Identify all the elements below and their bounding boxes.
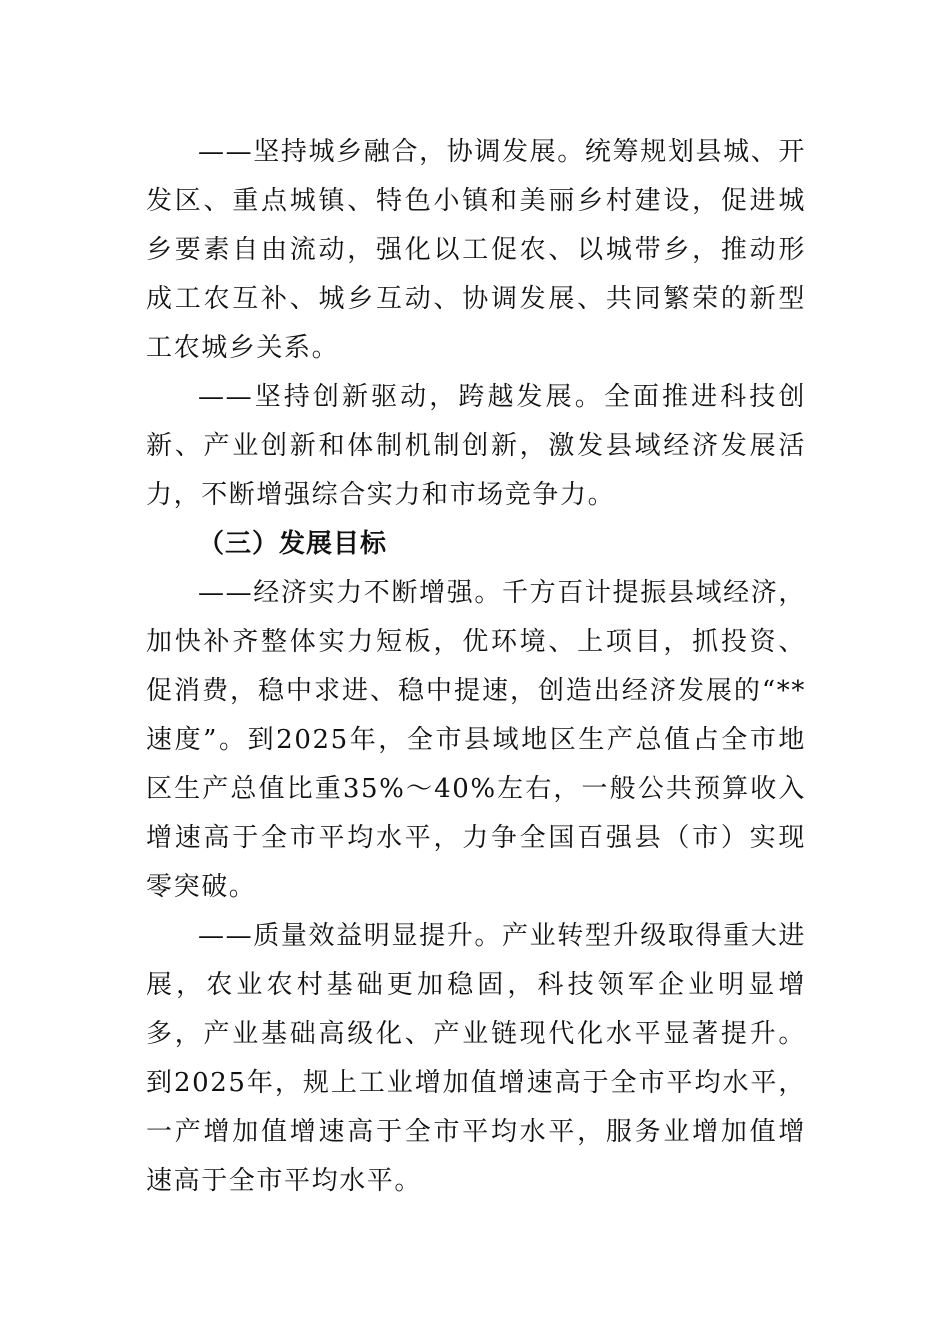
section-heading-development-goals: （三）发展目标	[198, 529, 388, 559]
paragraph-economic-strength: ——经济实力不断增强。千方百计提振县域经济，加快补齐整体实力短板，优环境、上项目，抓投资、促消费，稳中求进、稳中提速，创造出经济发展的“**速度”。到2025年，全市县域地区生产总值占全市地区生产总值比重35%～40%左右，一般公共预算收入增速高于全市平均水平，力争全国百强县（市）实现零突破。	[146, 578, 806, 902]
paragraph-urban-rural-integration: ——坚持城乡融合，协调发展。统筹规划县城、开发区、重点城镇、特色小镇和美丽乡村建设，促进城乡要素自由流动，强化以工促农、以城带乡，推动形成工农互补、城乡互动、协调发展、共同繁荣的新型工农城乡关系。	[146, 137, 806, 363]
document-body	[146, 128, 806, 1206]
paragraph-innovation-driven: ——坚持创新驱动，跨越发展。全面推进科技创新、产业创新和体制机制创新，激发县域经济发展活力，不断增强综合实力和市场竞争力。	[146, 382, 806, 510]
paragraph-quality-efficiency: ——质量效益明显提升。产业转型升级取得重大进展，农业农村基础更加稳固，科技领军企业明显增多，产业基础高级化、产业链现代化水平显著提升。到2025年，规上工业增加值增速高于全市平均水平，一产增加值增速高于全市平均水平，服务业增加值增速高于全市平均水平。	[146, 921, 806, 1196]
